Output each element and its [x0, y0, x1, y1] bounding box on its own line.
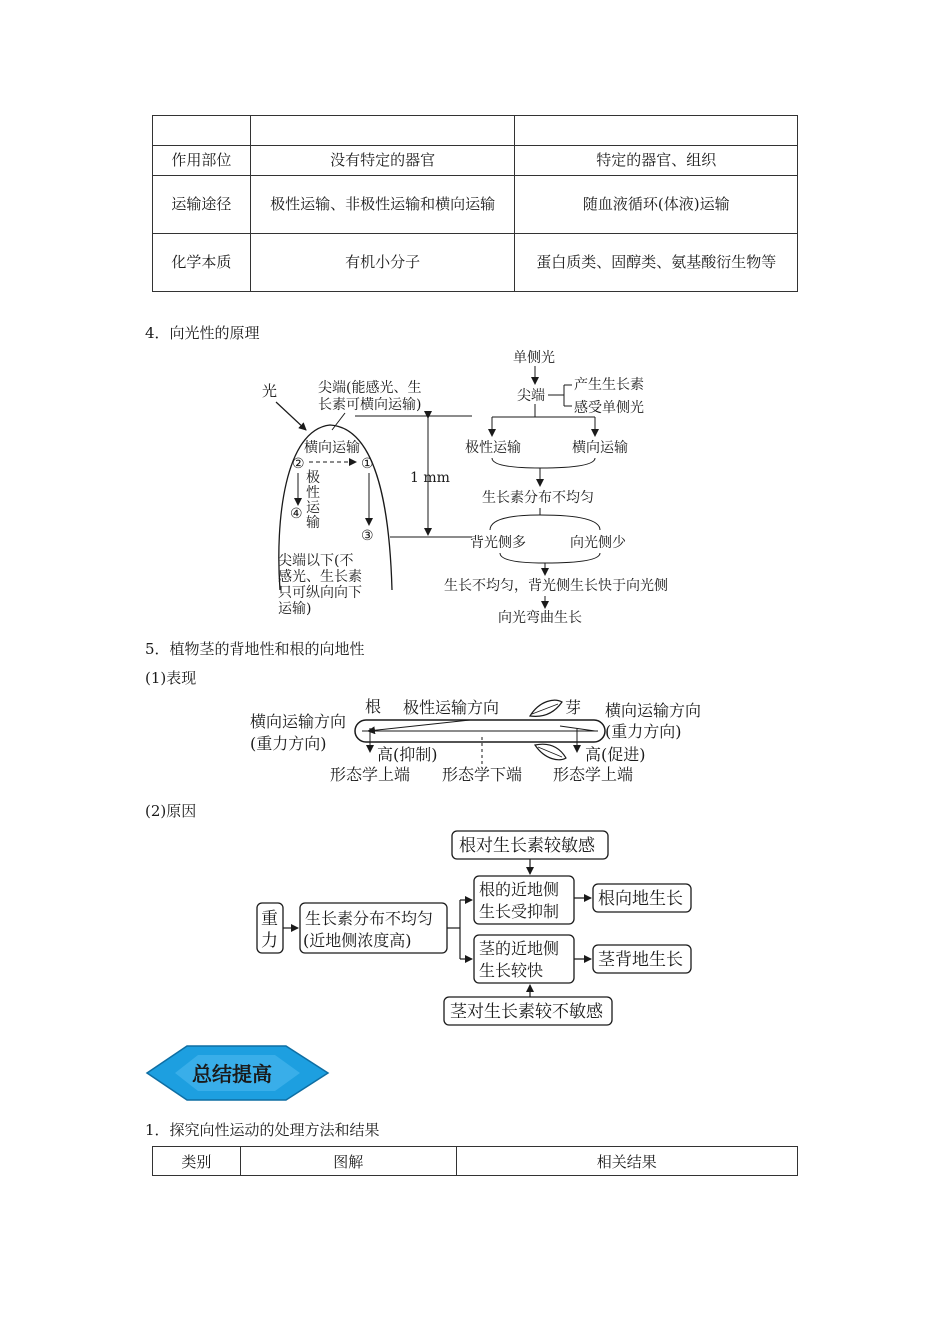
- table-cell: 特定的器官、组织: [515, 146, 798, 176]
- transverse-label: 横向运输: [304, 440, 360, 456]
- table-cell: 化学本质: [153, 234, 251, 292]
- table-cell: 随血液循环(体液)运输: [515, 176, 798, 234]
- flow-back-more: 背光侧多: [470, 535, 526, 551]
- tip-note-line1: 尖端(能感光、生: [318, 380, 422, 396]
- stem-up-text: 茎背地生长: [598, 950, 683, 970]
- lower-end: 形态学下端: [442, 765, 523, 784]
- upper-end-right: 形态学上端: [553, 765, 634, 784]
- flow-transverse: 横向运输: [572, 440, 628, 456]
- uneven-text-line1: 生长素分布不均匀: [305, 909, 434, 928]
- column-header: 图解: [240, 1147, 456, 1176]
- table-header-row: [153, 1147, 798, 1176]
- summary-table: [152, 1146, 798, 1176]
- subheading-expression: (1)表现: [145, 669, 197, 687]
- below-note-line3: 只可纵向向下: [278, 585, 362, 601]
- summary-heading: 1．探究向性运动的处理方法和结果: [145, 1121, 380, 1139]
- marker-2: ②: [292, 456, 305, 472]
- column-header: 相关结果: [456, 1147, 797, 1176]
- gravity-char-1: 重: [261, 909, 278, 929]
- table-cell: 没有特定的器官: [250, 146, 515, 176]
- root-down-text: 根向地生长: [598, 889, 683, 909]
- left-dir-line2: (重力方向): [250, 734, 327, 753]
- flow-bend: 向光弯曲生长: [498, 610, 582, 626]
- flow-polar: 极性运输: [465, 440, 521, 456]
- root-label: 根: [365, 697, 382, 716]
- root-sensitive-text: 根对生长素较敏感: [459, 836, 595, 856]
- polar-char-3: 运: [306, 500, 320, 516]
- flow-uneven: 生长素分布不均匀: [482, 490, 594, 506]
- gravity-char-2: 力: [261, 931, 278, 951]
- marker-3: ③: [361, 528, 374, 544]
- light-label: 光: [262, 382, 278, 400]
- flow-produce: 产生生长素: [574, 377, 644, 393]
- marker-4: ④: [290, 506, 303, 522]
- tip-note-line2: 长素可横向运输): [318, 397, 422, 413]
- root-near-line2: 生长受抑制: [479, 902, 560, 921]
- stem-near-line2: 生长较快: [479, 961, 544, 980]
- section-heading-gravitropism: 5．植物茎的背地性和根的向地性: [145, 640, 365, 658]
- flow-growth-uneven: 生长不均匀，背光侧生长快于向光侧: [444, 578, 668, 594]
- table-cell: 极性运输、非极性运输和横向运输: [250, 176, 515, 234]
- table-cell: 蛋白质类、固醇类、氨基酸衍生物等: [515, 234, 798, 292]
- flow-front-less: 向光侧少: [570, 535, 626, 551]
- stem-near-line1: 茎的近地侧: [479, 939, 560, 958]
- bud-label: 芽: [565, 698, 582, 717]
- polar-direction-label: 极性运输方向: [403, 698, 500, 717]
- left-dir-line1: 横向运输方向: [250, 712, 347, 731]
- below-note-line2: 感光、生长素: [278, 569, 362, 585]
- table-cell: 作用部位: [153, 146, 251, 176]
- flow-unilateral-light: 单侧光: [513, 350, 555, 366]
- table-cell: 运输途径: [153, 176, 251, 234]
- high-promote-label: 高(促进): [585, 745, 646, 764]
- right-dir-line2: (重力方向): [605, 722, 682, 741]
- polar-char-1: 极: [306, 470, 320, 486]
- upper-end-left: 形态学上端: [330, 765, 411, 784]
- polar-char-4: 输: [306, 515, 320, 531]
- root-near-line1: 根的近地侧: [479, 880, 560, 899]
- flow-tip: 尖端: [517, 388, 545, 404]
- marker-1: ①: [361, 456, 374, 472]
- measure-label: 1 mm: [410, 470, 450, 486]
- column-header: 类别: [153, 1147, 241, 1176]
- summary-badge-label: 总结提高: [192, 1062, 272, 1086]
- polar-char-2: 性: [306, 485, 320, 501]
- flow-sense: 感受单侧光: [574, 400, 644, 416]
- section-heading-phototropism: 4．向光性的原理: [145, 324, 260, 342]
- below-note-line1: 尖端以下(不: [278, 553, 354, 569]
- right-dir-line1: 横向运输方向: [605, 701, 702, 720]
- stem-insensitive-text: 茎对生长素较不敏感: [450, 1002, 603, 1022]
- subheading-cause: (2)原因: [145, 802, 197, 820]
- table-cell: 有机小分子: [250, 234, 515, 292]
- high-inhibit-label: 高(抑制): [377, 745, 438, 764]
- uneven-text-line2: (近地侧浓度高): [303, 931, 412, 950]
- below-note-line4: 运输): [278, 601, 312, 617]
